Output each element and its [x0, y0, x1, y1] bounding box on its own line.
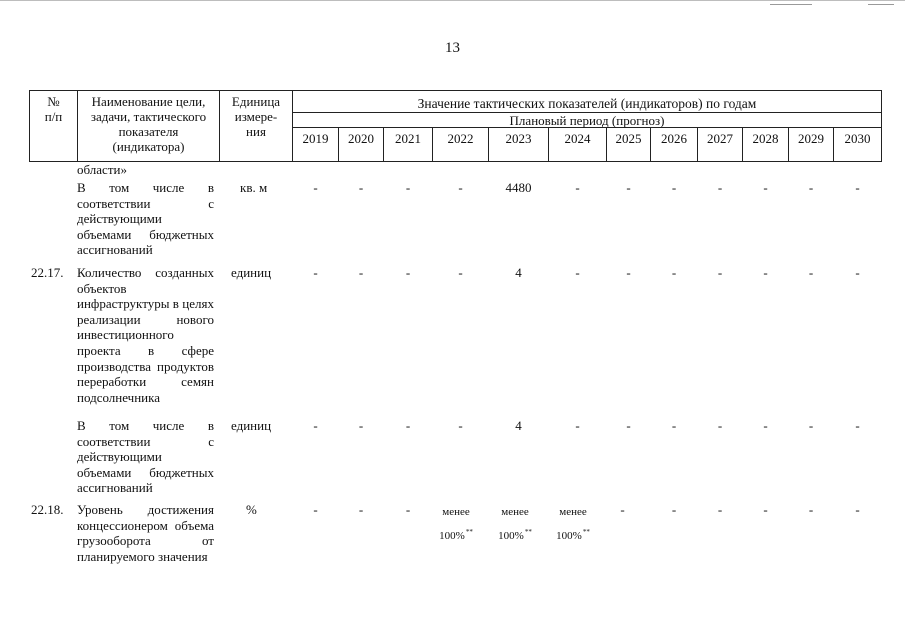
value-cell: - [763, 265, 768, 280]
value-cell: 4 [515, 418, 522, 433]
year-2021: 2021 [395, 131, 421, 146]
footnote-mark: ** [465, 528, 473, 536]
row-text: Количество созданных объектов инфраструктуры в целях реализации нового инвестиционного проекта в сфере производства продуктов переработки семян подсолнечника [77, 265, 214, 405]
row-unit: единиц [231, 265, 272, 280]
value-cell-annotated [548, 502, 598, 546]
value-cell: - [458, 265, 463, 280]
value-cell: - [626, 418, 631, 433]
footnote-mark: ** [524, 528, 532, 536]
value-cell: - [671, 265, 677, 280]
row-text: Уровень достижения концессионером объема грузооборота от планируемого значения [77, 502, 214, 564]
value-cell: - [405, 265, 411, 280]
value-cell: - [717, 180, 723, 195]
row-text: В том числе в соответствии с действующими объемами бюджетных ассигнований [77, 418, 214, 496]
row-number: 22.17. [31, 265, 64, 280]
header-col-number: № п/п [44, 94, 63, 124]
value-cell: - [808, 502, 814, 517]
value-cell: - [358, 180, 364, 195]
value-cell-annotated [431, 502, 481, 546]
value-cell: - [313, 180, 318, 195]
value-cell: - [717, 502, 723, 517]
value-cell: - [313, 502, 318, 517]
value-cell: - [626, 265, 631, 280]
value-text: менее 100% [439, 506, 470, 542]
value-cell: 4 [515, 265, 522, 280]
year-2030: 2030 [844, 131, 871, 146]
scan-mark [770, 4, 812, 5]
value-cell: - [313, 265, 318, 280]
value-cell: - [855, 502, 860, 517]
row-text: области» [77, 162, 127, 177]
year-2022: 2022 [447, 131, 474, 146]
value-text: менее 100% [556, 506, 587, 542]
value-text: менее 100% [498, 506, 529, 542]
year-2019: 2019 [302, 131, 329, 146]
value-cell: - [405, 180, 411, 195]
header-period-title: Плановый период (прогноз) [509, 113, 665, 128]
page-number: 13 [445, 40, 460, 56]
value-cell: - [763, 502, 768, 517]
value-cell: - [405, 502, 411, 517]
header-col-name: Наименование цели, задачи, тактического показателя (индикатора) [90, 94, 207, 154]
value-cell: - [855, 180, 860, 195]
value-cell: - [626, 180, 631, 195]
row-unit: единиц [231, 418, 272, 433]
value-cell: - [808, 180, 814, 195]
value-cell: - [808, 418, 814, 433]
row-number: 22.18. [31, 502, 64, 517]
year-2023: 2023 [505, 131, 532, 146]
value-cell: - [717, 418, 723, 433]
value-cell: - [808, 265, 814, 280]
header-group-title: Значение тактических показателей (индикаторов) по годам [417, 96, 757, 111]
year-2024: 2024 [564, 131, 591, 146]
value-cell-annotated [490, 502, 540, 546]
value-cell: - [313, 418, 318, 433]
value-cell: - [358, 265, 364, 280]
value-cell: - [763, 180, 768, 195]
value-cell: - [855, 418, 860, 433]
value-cell: - [855, 265, 860, 280]
value-cell: - [717, 265, 723, 280]
row-unit: % [246, 502, 257, 517]
year-2025: 2025 [615, 131, 642, 146]
scan-mark [868, 4, 894, 5]
row-unit: кв. м [240, 180, 268, 195]
value-cell: - [671, 418, 677, 433]
value-cell: - [358, 502, 364, 517]
value-cell: - [575, 418, 580, 433]
footnote-mark: ** [582, 528, 590, 536]
value-cell: - [620, 502, 625, 517]
value-cell: - [575, 180, 580, 195]
row-text: В том числе в соответствии с действующими объемами бюджетных ассигнований [77, 180, 214, 258]
top-border-line [0, 0, 905, 1]
value-cell: - [575, 265, 580, 280]
header-col-unit: Единица измере- ния [231, 94, 281, 139]
value-cell: - [671, 180, 677, 195]
year-2029: 2029 [798, 131, 824, 146]
value-cell: - [358, 418, 364, 433]
value-cell: - [671, 502, 677, 517]
value-cell: - [458, 180, 463, 195]
year-2026: 2026 [661, 131, 687, 146]
value-cell: - [458, 418, 463, 433]
value-cell: - [405, 418, 411, 433]
year-2027: 2027 [707, 131, 733, 146]
year-2020: 2020 [348, 131, 374, 146]
value-cell: 4480 [505, 180, 532, 195]
value-cell: - [763, 418, 768, 433]
year-2028: 2028 [752, 131, 779, 146]
